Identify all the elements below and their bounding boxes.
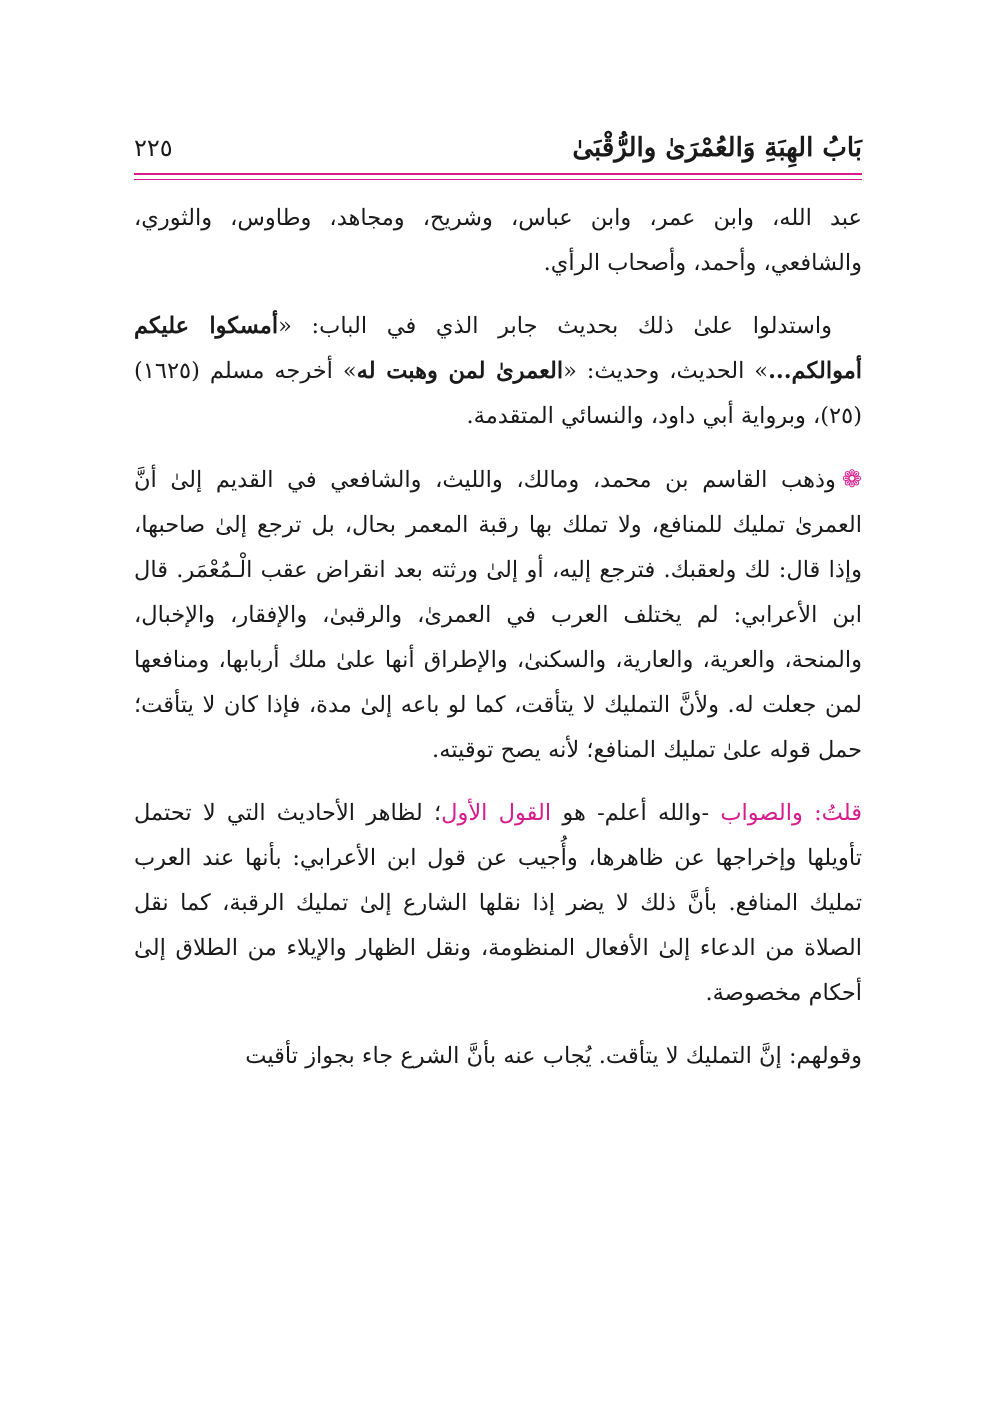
first-opinion-label: القول الأول [441, 800, 552, 826]
paragraph-2-text-a: واستدلوا علىٰ ذلك بحديث جابر الذي في الباب: « [278, 313, 832, 339]
paragraph-4-text-a: -والله أعلم- هو [551, 800, 721, 826]
paragraph-3-text: وذهب القاسم بن محمد، ومالك، والليث، والشافعي في القديم إلىٰ أنَّ العمرىٰ تمليك للمنافع، ولا تملك بها رقبة المعمر بحال، بل ترجع إلىٰ صاحبها، وإذا قال: لك ولعقبك. فترجع إليه، أو إلىٰ ورثته بعد انقراض عقب الْـمُعْمَر. قال ابن الأعرابي: لم يختلف العرب في العمرىٰ، والرقبىٰ، والإفقار، والإخبال، والمنحة، والعرية، والعارية، والسكنىٰ، والإطراق أنها علىٰ ملك أربابها، ومنافعها لمن جعلت له. ولأنَّ التمليك لا يتأقت، كما لو باعه إلىٰ مدة، فإذا كان لا يتأقت؛ حمل قوله علىٰ تمليك المنافع؛ لأنه يصح توقيته. [134, 467, 862, 763]
paragraph-2-text-b: » الحديث، وحديث: « [563, 358, 769, 384]
paragraph-1 [134, 196, 862, 286]
page-header [134, 128, 862, 172]
page-body [134, 196, 862, 1097]
hadith-quote-2: العمرىٰ لمن وهبت له [356, 358, 564, 384]
book-page [134, 0, 862, 1418]
header-rule-thick [134, 173, 862, 175]
qultu-label: قلتُ: والصواب [720, 800, 862, 826]
paragraph-4 [134, 791, 862, 1016]
paragraph-2-text-c: » أخرجه مسلم (١٦٢٥) (٢٥)، وبرواية أبي داود، والنسائي المتقدمة. [134, 358, 862, 429]
paragraph-5-text: وقولهم: إنَّ التمليك لا يتأقت. يُجاب عنه بأنَّ الشرع جاء بجواز تأقيت [245, 1043, 862, 1069]
paragraph-2 [134, 304, 862, 439]
paragraph-5 [134, 1034, 862, 1079]
page-number: ٢٢٥ [134, 134, 173, 162]
hadith-quote-1: أمسكوا عليكم أموالكم... [134, 313, 862, 384]
paragraph-3 [134, 457, 862, 773]
paragraph-4-text-b: ؛ لظاهر الأحاديث التي لا تحتمل تأويلها وإخراجها عن ظاهرها، وأُجيب عن قول ابن الأعرابي: بأنها عند العرب تمليك المنافع. بأنَّ ذلك لا يضر إذا نقلها الشارع إلىٰ تمليك الرقبة، كما نقل الصلاة من الدعاء إلىٰ الأفعال المنظومة، ونقل الظهار والإيلاء من الطلاق إلىٰ أحكام مخصوصة. [134, 800, 862, 1006]
paragraph-1-text: عبد الله، وابن عمر، وابن عباس، وشريح، ومجاهد، وطاوس، والثوري، والشافعي، وأحمد، وأصحاب الرأي. [134, 205, 862, 276]
header-rule-thin [134, 179, 862, 180]
flower-icon: ❁ [841, 465, 862, 493]
chapter-title: بَابُ الهِبَةِ وَالعُمْرَىٰ والرُّقْبَىٰ [572, 133, 862, 163]
